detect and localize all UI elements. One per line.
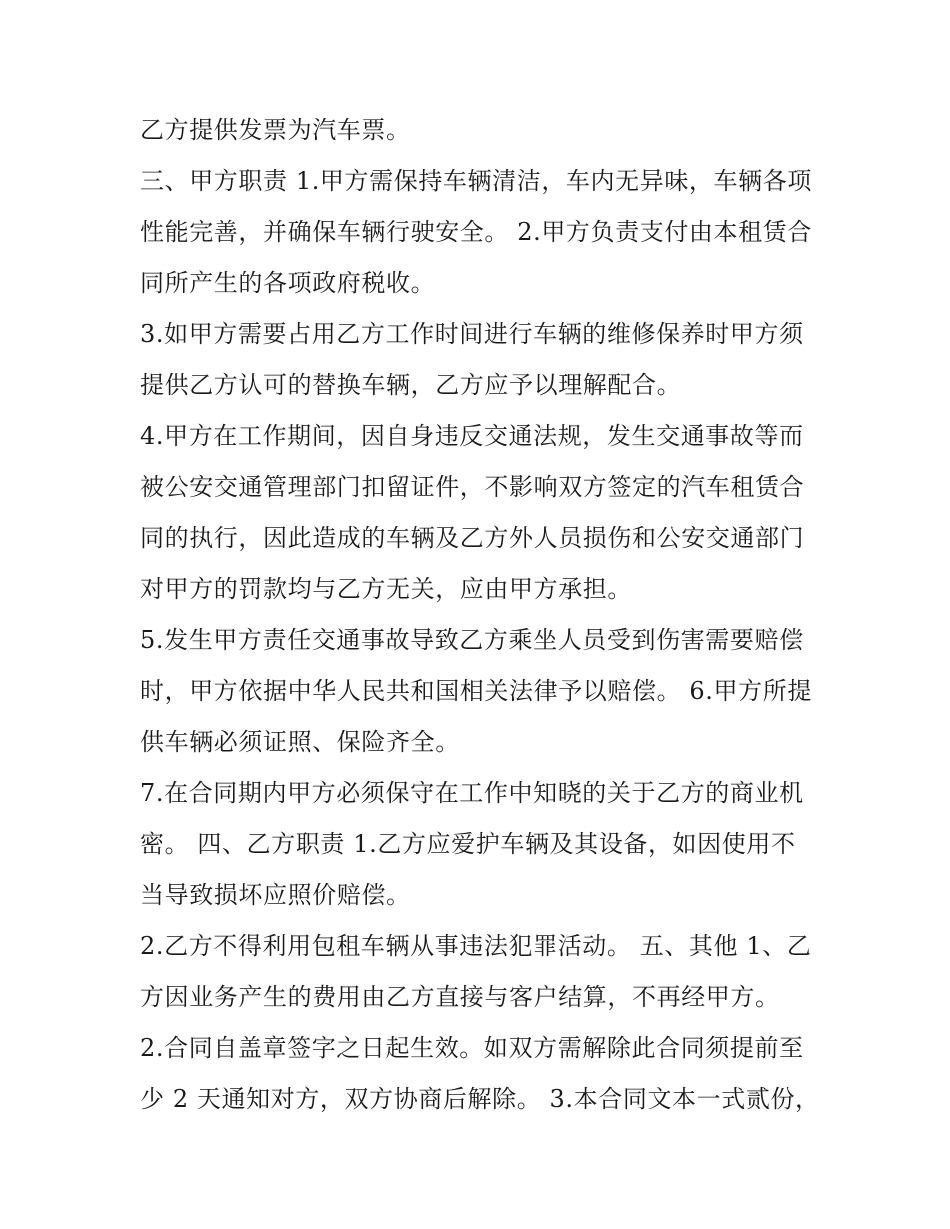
text-line: 供车辆必须证照、保险齐全。 xyxy=(140,728,460,756)
text-line: 提供乙方认可的替换车辆，乙方应予以理解配合。 xyxy=(140,371,682,399)
text-line: 对甲方的罚款均与乙方无关，应由甲方承担。 xyxy=(140,575,632,603)
text-line: 时，甲方依据中华人民共和国相关法律予以赔偿。 6.甲方所提 xyxy=(140,677,812,705)
text-line: 密。 四、乙方职责 1.乙方应爱护车辆及其设备，如因使用不 xyxy=(140,830,796,858)
text-line: 5.发生甲方责任交通事故导致乙方乘坐人员受到伤害需要赔偿 xyxy=(140,626,804,654)
text-line: 性能完善，并确保车辆行驶安全。 2.甲方负责支付由本租赁合 xyxy=(140,218,812,246)
text-line: 当导致损坏应照价赔偿。 xyxy=(140,881,411,909)
text-line: 同所产生的各项政府税收。 xyxy=(140,269,436,297)
text-line: 三、甲方职责 1.甲方需保持车辆清洁，车内无异味，车辆各项 xyxy=(140,167,812,195)
text-line: 3.如甲方需要占用乙方工作时间进行车辆的维修保养时甲方须 xyxy=(140,320,804,348)
text-line: 2.乙方不得利用包租车辆从事违法犯罪活动。 五、其他 1、乙 xyxy=(140,932,812,960)
text-line: 2.合同自盖章签字之日起生效。如双方需解除此合同须提前至 xyxy=(140,1034,804,1062)
contract-text xyxy=(140,105,830,1125)
text-line: 同的执行，因此造成的车辆及乙方外人员损伤和公安交通部门 xyxy=(140,524,805,552)
text-line: 被公安交通管理部门扣留证件，不影响双方签定的汽车租赁合 xyxy=(140,473,805,501)
text-line: 方因业务产生的费用由乙方直接与客户结算，不再经甲方。 xyxy=(140,983,780,1011)
text-line: 7.在合同期内甲方必须保守在工作中知晓的关于乙方的商业机 xyxy=(140,779,804,807)
text-line: 乙方提供发票为汽车票。 xyxy=(140,116,411,144)
text-line: 少 2 天通知对方，双方协商后解除。 3.本合同文本一式贰份， xyxy=(140,1085,820,1113)
text-line: 4.甲方在工作期间，因自身违反交通法规，发生交通事故等而 xyxy=(140,422,804,450)
